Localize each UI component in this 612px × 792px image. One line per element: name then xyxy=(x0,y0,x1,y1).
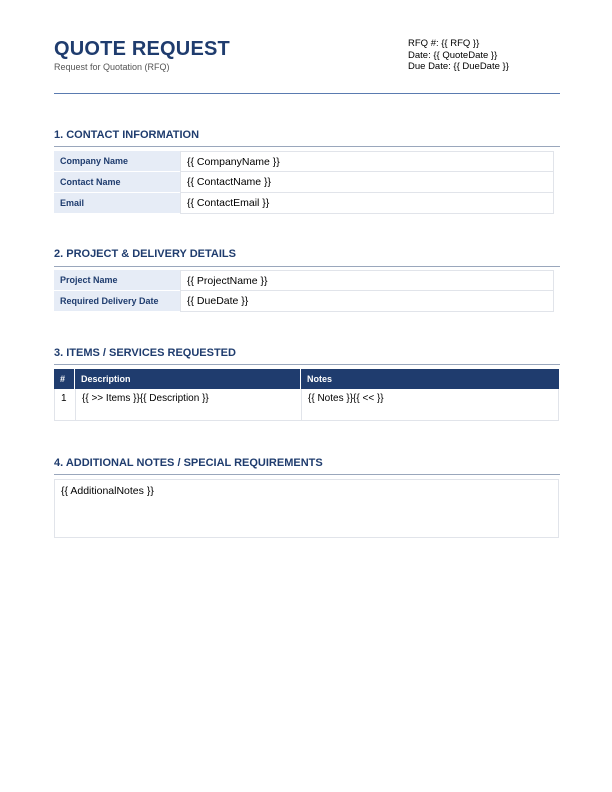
document-title: QUOTE REQUEST xyxy=(54,38,230,60)
section-divider xyxy=(54,474,560,475)
section-title-notes: 4. ADDITIONAL NOTES / SPECIAL REQUIREMENTS xyxy=(54,457,323,469)
table-row xyxy=(54,172,554,193)
section-title-items: 3. ITEMS / SERVICES REQUESTED xyxy=(54,347,236,359)
section-title-project: 2. PROJECT & DELIVERY DETAILS xyxy=(54,248,236,260)
field-label: Project Name xyxy=(54,270,180,291)
field-label: Contact Name xyxy=(54,172,180,193)
section-divider xyxy=(54,146,560,147)
field-value: {{ ContactEmail }} xyxy=(180,193,554,214)
document-meta xyxy=(408,38,509,73)
items-table xyxy=(54,369,559,421)
rfq-number: RFQ #: {{ RFQ }} xyxy=(408,38,480,49)
column-header-number: # xyxy=(54,369,75,389)
field-value: {{ ContactName }} xyxy=(180,172,554,193)
table-row xyxy=(54,270,554,291)
due-date: Due Date: {{ DueDate }} xyxy=(408,61,509,72)
section-divider xyxy=(54,364,560,365)
cell-number: 1 xyxy=(55,389,76,420)
column-header-notes: Notes xyxy=(307,374,333,384)
header-divider xyxy=(54,93,560,94)
table-row xyxy=(54,193,554,214)
table-header xyxy=(54,369,559,389)
field-value: {{ CompanyName }} xyxy=(180,151,554,172)
quote-date: Date: {{ QuoteDate }} xyxy=(408,49,498,61)
table-row xyxy=(54,151,554,172)
cell-notes: {{ Notes }}{{ << }} xyxy=(308,393,384,404)
cell-description: {{ >> Items }}{{ Description }} xyxy=(76,389,302,420)
field-value: {{ DueDate }} xyxy=(180,291,554,312)
additional-notes-box: {{ AdditionalNotes }} xyxy=(54,479,559,538)
section-title-contact: 1. CONTACT INFORMATION xyxy=(54,129,200,141)
table-row xyxy=(54,389,559,421)
field-label: Company Name xyxy=(54,151,180,172)
contact-table xyxy=(54,151,554,214)
table-row xyxy=(54,291,554,312)
project-table xyxy=(54,270,554,312)
document-subtitle: Request for Quotation (RFQ) xyxy=(54,62,170,72)
document-header xyxy=(54,38,560,78)
column-header-description: Description xyxy=(75,369,301,389)
field-value: {{ ProjectName }} xyxy=(180,270,554,291)
section-divider xyxy=(54,266,560,267)
field-label: Email xyxy=(54,193,180,214)
field-label: Required Delivery Date xyxy=(54,291,180,312)
